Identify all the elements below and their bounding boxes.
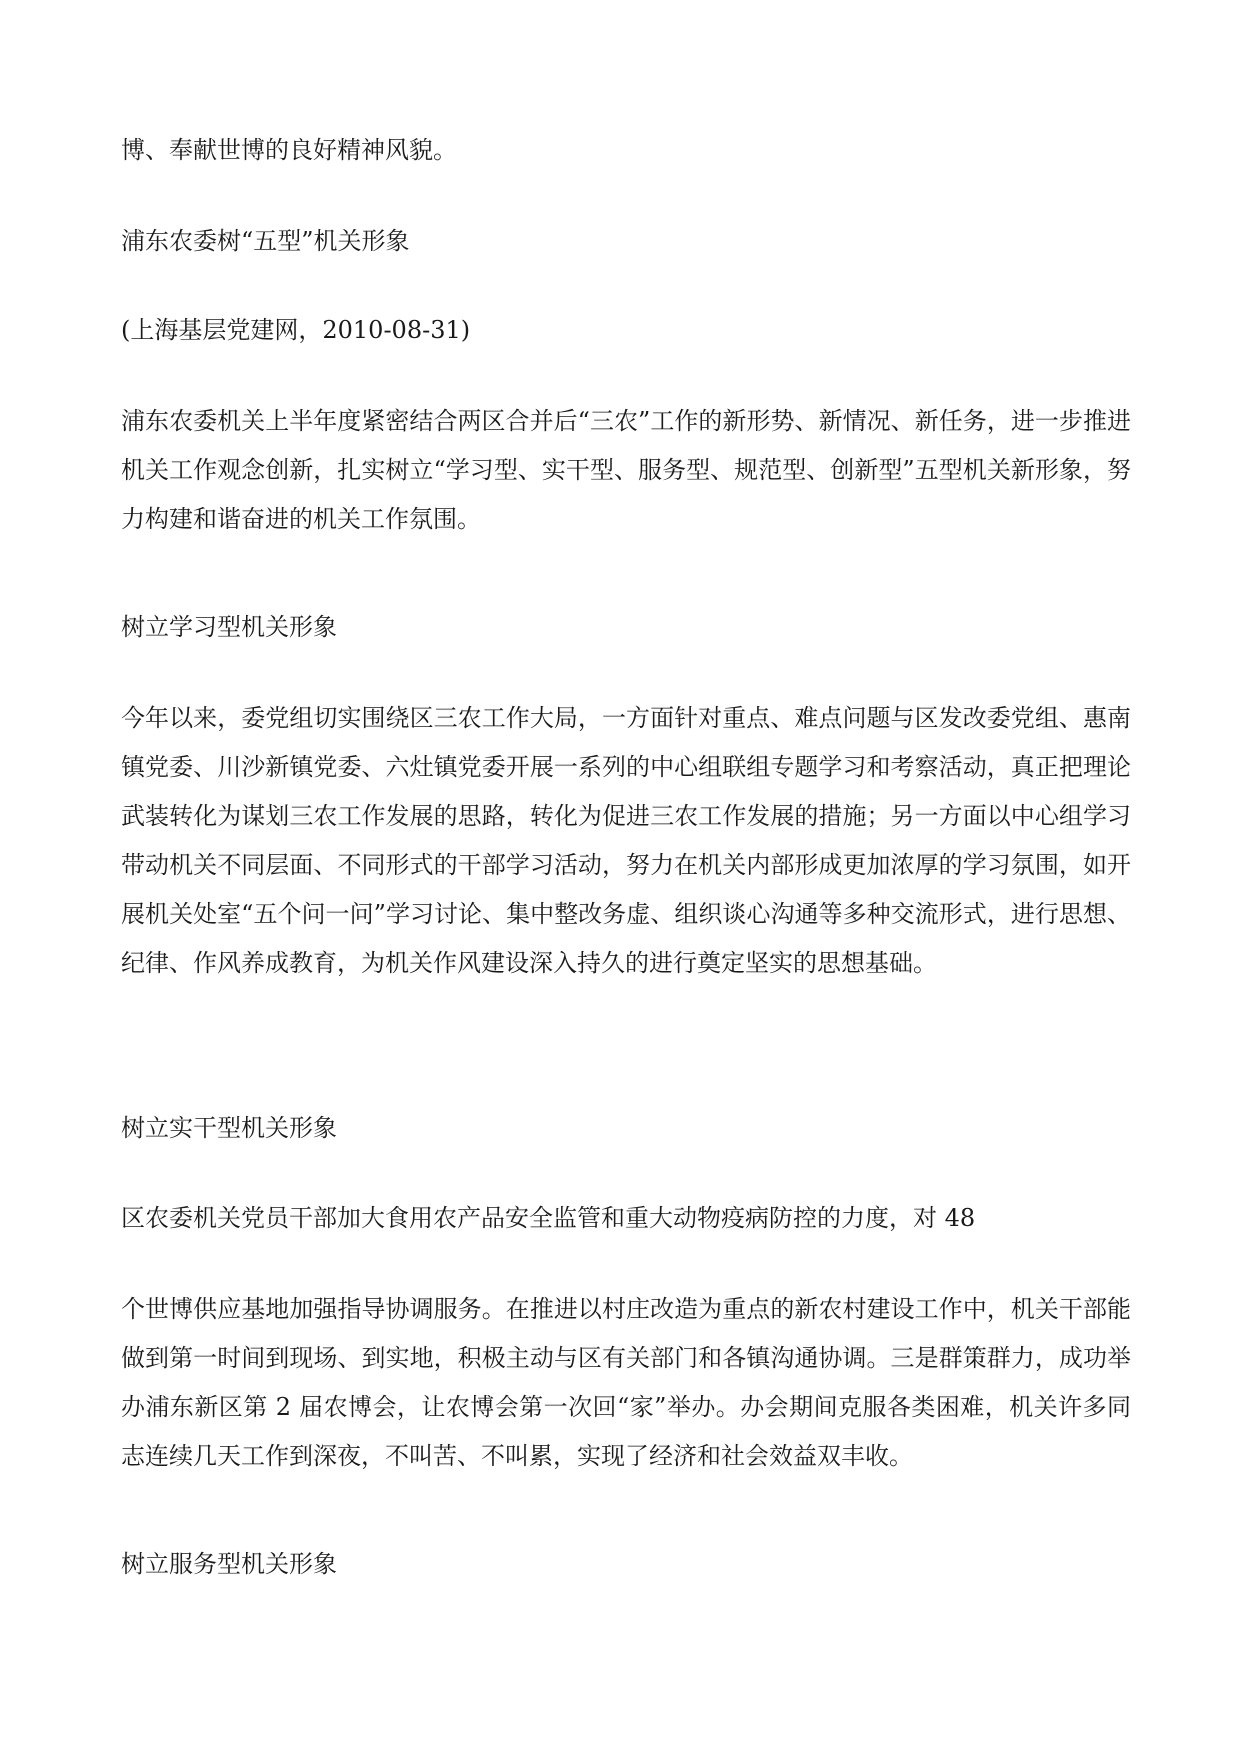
paragraph-continuation: 博、奉献世博的良好精神风貌。 bbox=[121, 136, 457, 164]
article-source-date: (上海基层党建网，2010-08-31) bbox=[121, 316, 471, 344]
section-heading-service: 树立服务型机关形象 bbox=[121, 1550, 337, 1578]
paragraph-learning: 今年以来，委党组切实围绕区三农工作大局，一方面针对重点、难点问题与区发改委党组、惠南镇党委、川沙新镇党委、六灶镇党委开展一系列的中心组联组专题学习和考察活动，真正把理论武装转化为谋划三农工作发展的思路，转化为促进三农工作发展的措施；另一方面以中心组学习带动机关不同层面、不同形式的干部学习活动，努力在机关内部形成更加浓厚的学习氛围，如开展机关处室“五个问一问”学习讨论、集中整改务虚、组织谈心沟通等多种交流形式，进行思想、纪律、作风养成教育，为机关作风建设深入持久的进行奠定坚实的思想基础。 bbox=[121, 704, 1131, 977]
paragraph-practical-line: 区农委机关党员干部加大食用农产品安全监管和重大动物疫病防控的力度，对 48 bbox=[121, 1204, 976, 1232]
paragraph-practical: 个世博供应基地加强指导协调服务。在推进以村庄改造为重点的新农村建设工作中，机关干部能做到第一时间到现场、到实地，积极主动与区有关部门和各镇沟通协调。三是群策群力，成功举办浦东新区第 2 届农博会，让农博会第一次回“家”举办。办会期间克服各类困难，机关许多同志连续几天工作到深夜，不叫苦、不叫累，实现了经济和社会效益双丰收。 bbox=[121, 1295, 1131, 1470]
paragraph-intro: 浦东农委机关上半年度紧密结合两区合并后“三农”工作的新形势、新情况、新任务，进一步推进机关工作观念创新，扎实树立“学习型、实干型、服务型、规范型、创新型”五型机关新形象，努力构建和谐奋进的机关工作氛围。 bbox=[121, 407, 1131, 533]
section-heading-learning: 树立学习型机关形象 bbox=[121, 613, 337, 641]
article-title: 浦东农委树“五型”机关形象 bbox=[121, 227, 410, 255]
section-heading-practical: 树立实干型机关形象 bbox=[121, 1114, 337, 1142]
